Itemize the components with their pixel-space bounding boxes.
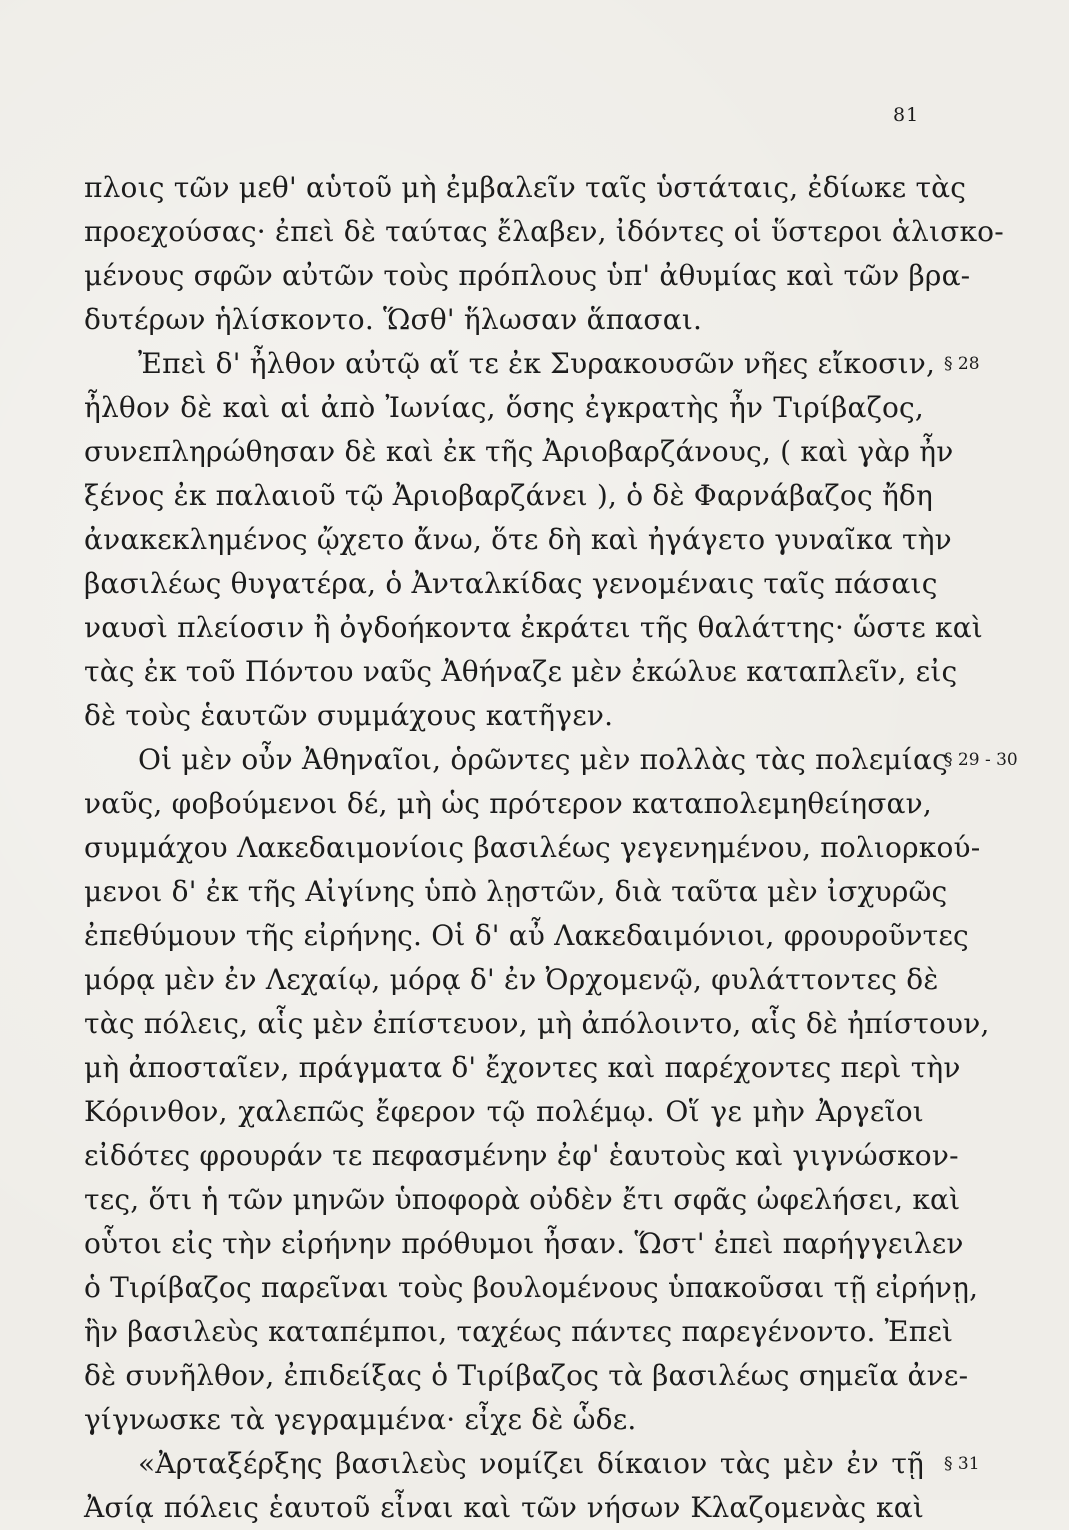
text-line: οὗτοι εἰς τὴν εἰρήνην πρόθυμοι ἦσαν. Ὥστ' ἐπεὶ παρήγγειλεν	[84, 1227, 964, 1260]
text-line: δὲ συνῆλθον, ἐπιδείξας ὁ Τιρίβαζος τὰ βασιλέως σημεῖα ἀνε-	[84, 1359, 969, 1392]
text-line: Ἀσίᾳ πόλεις ἑαυτοῦ εἶναι καὶ τῶν νήσων Κλαζομενὰς καὶ	[84, 1491, 924, 1524]
text-line: ναυσὶ πλείοσιν ἢ ὀγδοήκοντα ἐκράτει τῆς θαλάττης· ὥστε καὶ	[84, 611, 983, 644]
section-marker: § 28	[944, 354, 980, 374]
text-line: πλοις τῶν μεθ' αὑτοῦ μὴ ἐμβαλεῖν ταῖς ὑστάταις, ἐδίωκε τὰς	[84, 171, 967, 204]
text-line: συνεπληρώθησαν δὲ καὶ ἐκ τῆς Ἀριοβαρζάνους, ( καὶ γὰρ ἦν	[84, 435, 954, 468]
text-line: Ἐπεὶ δ' ἦλθον αὐτῷ αἵ τε ἐκ Συρακουσῶν νῆες εἴκοσιν,	[138, 347, 936, 380]
text-line: δὲ τοὺς ἑαυτῶν συμμάχους κατῆγεν.	[84, 699, 614, 732]
text-line: ναῦς, φοβούμενοι δέ, μὴ ὡς πρότερον καταπολεμηθείησαν,	[84, 787, 932, 820]
text-line: γίγνωσκε τὰ γεγραμμένα· εἶχε δὲ ὧδε.	[84, 1403, 637, 1436]
text-line: τὰς πόλεις, αἷς μὲν ἐπίστευον, μὴ ἀπόλοιντο, αἷς δὲ ἠπίστουν,	[84, 1007, 990, 1040]
text-line: μόρᾳ μὲν ἐν Λεχαίῳ, μόρᾳ δ' ἐν Ὀρχομενῷ, φυλάττοντες δὲ	[84, 963, 939, 996]
text-line: εἰδότες φρουράν τε πεφασμένην ἐφ' ἑαυτοὺς καὶ γιγνώσκον-	[84, 1139, 959, 1172]
text-line: προεχούσας· ἐπεὶ δὲ ταύτας ἔλαβεν, ἰδόντες οἱ ὕστεροι ἁλισκο-	[84, 215, 1004, 248]
text-line: βασιλέως θυγατέρα, ὁ Ἀνταλκίδας γενομέναις ταῖς πάσαις	[84, 567, 938, 600]
page-number: 81	[893, 104, 920, 126]
text-line: τες, ὅτι ἡ τῶν μηνῶν ὑποφορὰ οὐδὲν ἔτι σφᾶς ὠφελήσει, καὶ	[84, 1183, 961, 1216]
text-line: ἐπεθύμουν τῆς εἰρήνης. Οἱ δ' αὖ Λακεδαιμόνιοι, φρουροῦντες	[84, 919, 969, 952]
text-line: «Ἀρταξέρξης βασιλεὺς νομίζει δίκαιον τὰς μὲν ἐν τῇ	[138, 1447, 924, 1480]
text-line: ἀνακεκλημένος ᾤχετο ἄνω, ὅτε δὴ καὶ ἠγάγετο γυναῖκα τὴν	[84, 523, 952, 556]
text-line: μὴ ἀποσταῖεν, πράγματα δ' ἔχοντες καὶ παρέχοντες περὶ τὴν	[84, 1051, 961, 1084]
text-line: μένους σφῶν αὐτῶν τοὺς πρόπλους ὑπ' ἀθυμίας καὶ τῶν βρα-	[84, 259, 971, 292]
text-line: ξένος ἐκ παλαιοῦ τῷ Ἀριοβαρζάνει ), ὁ δὲ Φαρνάβαζος ἤδη	[84, 479, 933, 512]
text-line: δυτέρων ἡλίσκοντο. Ὥσθ' ἥλωσαν ἅπασαι.	[84, 303, 703, 336]
text-line: Κόρινθον, χαλεπῶς ἔφερον τῷ πολέμῳ. Οἵ γε μὴν Ἀργεῖοι	[84, 1095, 924, 1128]
section-marker: § 31	[944, 1454, 980, 1474]
text-line: ἣν βασιλεὺς καταπέμποι, ταχέως πάντες παρεγένοντο. Ἐπεὶ	[84, 1315, 954, 1348]
text-line: ἦλθον δὲ καὶ αἱ ἀπὸ Ἰωνίας, ὅσης ἐγκρατὴς ἦν Τιρίβαζος,	[84, 391, 924, 424]
text-line: τὰς ἐκ τοῦ Πόντου ναῦς Ἀθήναζε μὲν ἐκώλυε καταπλεῖν, εἰς	[84, 655, 958, 688]
section-marker: § 29 - 30	[944, 750, 1018, 770]
text-line: Οἱ μὲν οὖν Ἀθηναῖοι, ὁρῶντες μὲν πολλὰς τὰς πολεμίας	[138, 743, 948, 776]
text-line: συμμάχου Λακεδαιμονίοις βασιλέως γεγενημένου, πολιορκού-	[84, 831, 981, 864]
text-line: ὁ Τιρίβαζος παρεῖναι τοὺς βουλομένους ὑπακοῦσαι τῇ εἰρήνῃ,	[84, 1271, 979, 1304]
text-line: μενοι δ' ἐκ τῆς Αἰγίνης ὑπὸ λῃστῶν, διὰ ταῦτα μὲν ἰσχυρῶς	[84, 875, 948, 908]
